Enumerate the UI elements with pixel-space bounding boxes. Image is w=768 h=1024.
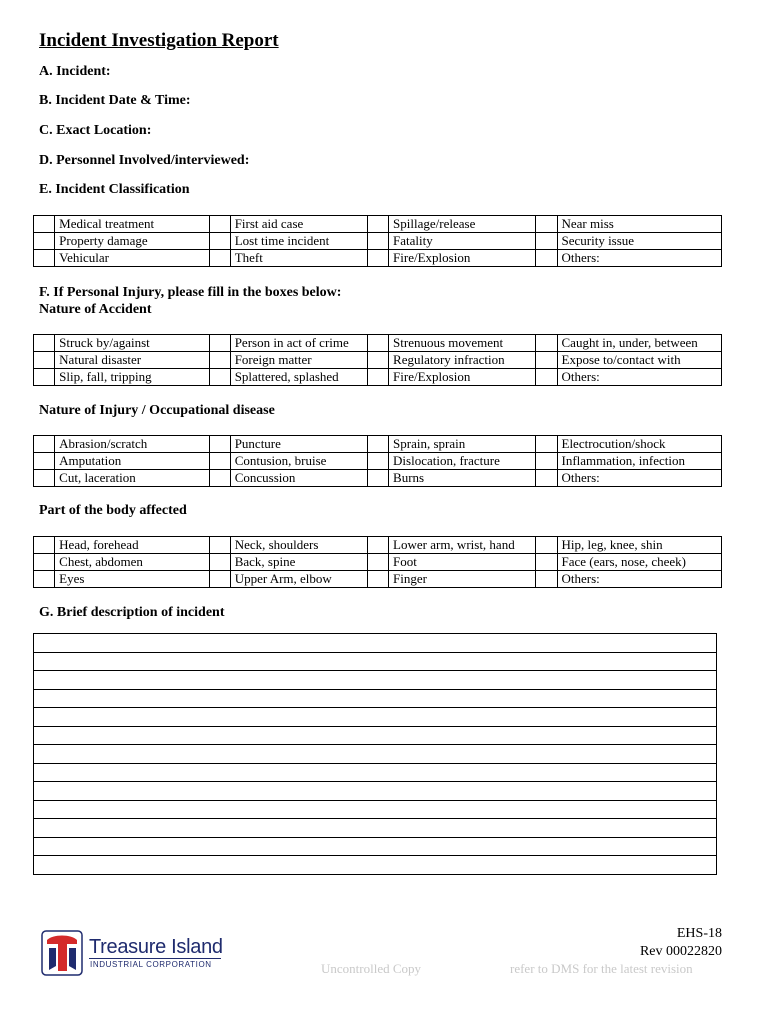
- checkbox-cell[interactable]: [367, 554, 388, 571]
- company-name: Treasure Island: [89, 936, 223, 958]
- document-code: EHS-18: [676, 926, 722, 941]
- option-label: Cut, laceration: [55, 470, 209, 487]
- checkbox-cell[interactable]: [34, 470, 55, 487]
- option-label: Inflammation, infection: [557, 453, 722, 470]
- option-label: Others:: [557, 250, 722, 267]
- option-label: Slip, fall, tripping: [55, 369, 209, 386]
- checkbox-cell[interactable]: [209, 233, 230, 250]
- option-label: Lower arm, wrist, hand: [389, 537, 536, 554]
- field-incident-classification: E. Incident Classification: [39, 182, 190, 197]
- revision-number: Rev 00022820: [639, 944, 722, 959]
- checkbox-cell[interactable]: [209, 571, 230, 588]
- option-label: Others:: [557, 571, 722, 588]
- option-label: Natural disaster: [55, 352, 209, 369]
- uncontrolled-copy-note: Uncontrolled Copy: [321, 961, 422, 976]
- checkbox-cell[interactable]: [34, 537, 55, 554]
- logo-divider: [89, 958, 221, 959]
- option-label: First aid case: [230, 216, 367, 233]
- table-row: [34, 216, 722, 233]
- option-label: Caught in, under, between: [557, 335, 722, 352]
- checkbox-cell[interactable]: [536, 369, 557, 386]
- body-part-label: Part of the body affected: [39, 503, 187, 518]
- checkbox-cell[interactable]: [34, 369, 55, 386]
- checkbox-cell[interactable]: [34, 233, 55, 250]
- table-row: [34, 233, 722, 250]
- option-label: Near miss: [557, 216, 722, 233]
- option-label: Amputation: [55, 453, 209, 470]
- description-line[interactable]: [34, 690, 716, 709]
- option-label: Regulatory infraction: [389, 352, 536, 369]
- checkbox-cell[interactable]: [367, 571, 388, 588]
- checkbox-cell[interactable]: [536, 216, 557, 233]
- checkbox-cell[interactable]: [34, 571, 55, 588]
- option-label: Eyes: [55, 571, 209, 588]
- option-label: Others:: [557, 369, 722, 386]
- dms-reference-note: refer to DMS for the latest revision: [510, 961, 693, 976]
- option-label: Strenuous movement: [389, 335, 536, 352]
- option-label: Spillage/release: [389, 216, 536, 233]
- checkbox-cell[interactable]: [536, 453, 557, 470]
- classification-table: [33, 215, 722, 267]
- field-incident: A. Incident:: [39, 64, 111, 79]
- checkbox-cell[interactable]: [536, 250, 557, 267]
- option-label: Chest, abdomen: [55, 554, 209, 571]
- description-line[interactable]: [34, 782, 716, 801]
- option-label: Finger: [389, 571, 536, 588]
- table-row: [34, 250, 722, 267]
- table-row: [34, 369, 722, 386]
- description-line[interactable]: [34, 764, 716, 783]
- option-label: Burns: [389, 470, 536, 487]
- description-line[interactable]: [34, 819, 716, 838]
- checkbox-cell[interactable]: [536, 470, 557, 487]
- option-label: Fire/Explosion: [389, 369, 536, 386]
- table-row: [34, 554, 722, 571]
- checkbox-cell[interactable]: [209, 554, 230, 571]
- company-logo: [41, 930, 231, 978]
- table-row: [34, 470, 722, 487]
- body-part-table: [33, 536, 722, 588]
- checkbox-cell[interactable]: [536, 537, 557, 554]
- option-label: Others:: [557, 470, 722, 487]
- checkbox-cell[interactable]: [209, 369, 230, 386]
- checkbox-cell[interactable]: [367, 470, 388, 487]
- checkbox-cell[interactable]: [209, 216, 230, 233]
- company-logo-mark-icon: [41, 930, 83, 976]
- option-label: Head, forehead: [55, 537, 209, 554]
- checkbox-cell[interactable]: [536, 571, 557, 588]
- option-label: Puncture: [230, 436, 367, 453]
- option-label: Neck, shoulders: [230, 537, 367, 554]
- option-label: Property damage: [55, 233, 209, 250]
- description-line[interactable]: [34, 708, 716, 727]
- option-label: Struck by/against: [55, 335, 209, 352]
- option-label: Concussion: [230, 470, 367, 487]
- field-personnel-involved: D. Personnel Involved/interviewed:: [39, 153, 250, 168]
- option-label: Sprain, sprain: [389, 436, 536, 453]
- checkbox-cell[interactable]: [209, 352, 230, 369]
- nature-of-accident-label: Nature of Accident: [39, 302, 152, 317]
- description-box[interactable]: [33, 633, 717, 875]
- option-label: Lost time incident: [230, 233, 367, 250]
- checkbox-cell[interactable]: [34, 453, 55, 470]
- option-label: Back, spine: [230, 554, 367, 571]
- nature-of-injury-label: Nature of Injury / Occupational disease: [39, 403, 275, 418]
- option-label: Splattered, splashed: [230, 369, 367, 386]
- nature-of-injury-table: [33, 435, 722, 487]
- description-line[interactable]: [34, 745, 716, 764]
- option-label: Electrocution/shock: [557, 436, 722, 453]
- table-row: [34, 571, 722, 588]
- checkbox-cell[interactable]: [536, 352, 557, 369]
- option-label: Hip, leg, knee, shin: [557, 537, 722, 554]
- checkbox-cell[interactable]: [209, 453, 230, 470]
- option-label: Foot: [389, 554, 536, 571]
- page-title: Incident Investigation Report: [39, 30, 279, 51]
- table-row: [34, 335, 722, 352]
- description-line[interactable]: [34, 727, 716, 746]
- option-label: Dislocation, fracture: [389, 453, 536, 470]
- table-row: [34, 453, 722, 470]
- checkbox-cell[interactable]: [536, 335, 557, 352]
- checkbox-cell[interactable]: [367, 250, 388, 267]
- checkbox-cell[interactable]: [367, 233, 388, 250]
- checkbox-cell[interactable]: [209, 436, 230, 453]
- checkbox-cell[interactable]: [367, 352, 388, 369]
- option-label: Foreign matter: [230, 352, 367, 369]
- option-label: Vehicular: [55, 250, 209, 267]
- checkbox-cell[interactable]: [34, 352, 55, 369]
- table-row: [34, 352, 722, 369]
- checkbox-cell[interactable]: [209, 470, 230, 487]
- section-g-heading: G. Brief description of incident: [39, 605, 225, 620]
- checkbox-cell[interactable]: [367, 436, 388, 453]
- checkbox-cell[interactable]: [34, 436, 55, 453]
- description-line[interactable]: [34, 856, 716, 874]
- checkbox-cell[interactable]: [367, 216, 388, 233]
- checkbox-cell[interactable]: [34, 335, 55, 352]
- company-subtitle: INDUSTRIAL CORPORATION: [90, 960, 212, 969]
- option-label: Face (ears, nose, cheek): [557, 554, 722, 571]
- option-label: Contusion, bruise: [230, 453, 367, 470]
- description-line[interactable]: [34, 801, 716, 820]
- document-control: [640, 925, 722, 961]
- checkbox-cell[interactable]: [367, 369, 388, 386]
- checkbox-cell[interactable]: [536, 554, 557, 571]
- description-line[interactable]: [34, 634, 716, 653]
- description-line[interactable]: [34, 671, 716, 690]
- option-label: Fire/Explosion: [389, 250, 536, 267]
- description-line[interactable]: [34, 838, 716, 857]
- checkbox-cell[interactable]: [367, 453, 388, 470]
- option-label: Security issue: [557, 233, 722, 250]
- checkbox-cell[interactable]: [209, 537, 230, 554]
- checkbox-cell[interactable]: [34, 554, 55, 571]
- checkbox-cell[interactable]: [209, 335, 230, 352]
- checkbox-cell[interactable]: [367, 335, 388, 352]
- checkbox-cell[interactable]: [209, 250, 230, 267]
- option-label: Expose to/contact with: [557, 352, 722, 369]
- table-row: [34, 436, 722, 453]
- option-label: Person in act of crime: [230, 335, 367, 352]
- option-label: Medical treatment: [55, 216, 209, 233]
- nature-of-accident-table: [33, 334, 722, 386]
- field-exact-location: C. Exact Location:: [39, 123, 152, 138]
- option-label: Fatality: [389, 233, 536, 250]
- description-line[interactable]: [34, 653, 716, 672]
- option-label: Abrasion/scratch: [55, 436, 209, 453]
- option-label: Theft: [230, 250, 367, 267]
- table-row: [34, 537, 722, 554]
- checkbox-cell[interactable]: [536, 436, 557, 453]
- field-incident-date-time: B. Incident Date & Time:: [39, 93, 191, 108]
- checkbox-cell[interactable]: [34, 250, 55, 267]
- option-label: Upper Arm, elbow: [230, 571, 367, 588]
- checkbox-cell[interactable]: [536, 233, 557, 250]
- checkbox-cell[interactable]: [367, 537, 388, 554]
- section-f-heading: F. If Personal Injury, please fill in the boxes below:: [39, 285, 342, 300]
- checkbox-cell[interactable]: [34, 216, 55, 233]
